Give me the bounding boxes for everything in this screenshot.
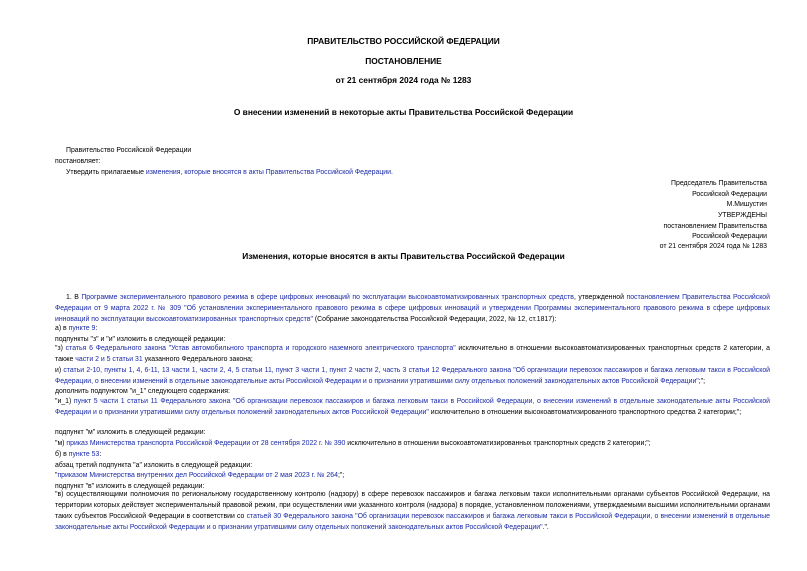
item-a-sub: подпункты "з" и "и" изложить в следующей редакции: — [55, 336, 226, 343]
approved-by: постановлением Правительства — [663, 223, 767, 230]
document-type: ПОСТАНОВЛЕНИЕ — [365, 56, 442, 66]
point-9-link[interactable]: пункте 9 — [68, 325, 96, 332]
subitem-m: "м) приказ Министерства транспорта Российской Федерации от 28 сентября 2022 г. № 390 исключительно в отношении высокоавтоматизированных транспортных средств 2 категории;"; — [55, 440, 651, 447]
approved-date: от 21 сентября 2024 года № 1283 — [659, 243, 767, 250]
approve-text: Утвердить прилагаемые — [66, 169, 146, 176]
point-53-link[interactable]: пункте 53 — [68, 451, 100, 458]
item-b-quote: "приказом Министерства внутренних дел Российской Федерации от 2 мая 2023 г. № 264;"; — [55, 472, 345, 479]
order-264-link[interactable]: приказом Министерства внутренних дел Российской Федерации от 2 мая 2023 г. № 264 — [57, 472, 338, 479]
approve-link[interactable]: изменения, которые вносятся в акты Правительства Российской Федерации. — [145, 169, 393, 176]
document-government: ПРАВИТЕЛЬСТВО РОССИЙСКОЙ ФЕДЕРАЦИИ — [307, 36, 500, 46]
preamble-line-2: постановляет: — [55, 158, 101, 165]
signature-name: М.Мишустин — [726, 201, 767, 208]
approved-gov: Российской Федерации — [692, 233, 767, 240]
m-sub: подпункт "м" изложить в следующей редакции: — [55, 429, 206, 436]
taxi-law-link[interactable]: статьи 2-10, пункты 1, 4, 6-11, 13 части 1, части 2, 4, 5 статьи 11, пункт 3 части 1, пункт 2 части 2, часть 3 статьи 12 Федерального закона "Об организации перевозок пассажиров и багажа легковым такси в Российской Федерации, о внесении изменений в отдельные законодательные акты Российской Федерации и о признании утратившими силу отдельных положений законодательных актов Российской Федерации" — [55, 367, 771, 385]
preamble-approve — [66, 168, 393, 177]
document-date: от 21 сентября 2024 года № 1283 — [335, 75, 472, 85]
subitem-i1: "и_1) пункт 5 части 1 статьи 11 Федерального закона "Об организации перевозок пассажиров и багажа легковым такси в Российской Федерации, о внесении изменений в отдельные законодательные акты Российской Федерации и о признании утратившими силу отдельных положений законодательных актов Российской Федерации" исключительно в отношении высокоавтоматизированного транспортного средства 2 категории;"; — [55, 398, 771, 416]
v-sub: подпункт "в" изложить в следующей редакции: — [55, 483, 205, 490]
approved-stamp: УТВЕРЖДЕНЫ — [718, 212, 767, 219]
resolution-309-link[interactable]: постановлением Правительства Российской Федерации от 9 марта 2022 г. № 309 "Об установлении экспериментального правового режима в сфере цифровых инноваций и утверждении Программы экспериментального правового режима в сфере цифровых инноваций по эксплуатации высокоавтоматизированных транспортных средств" — [55, 294, 770, 323]
subitem-z: "з) статья 6 Федерального закона "Устав автомобильного транспорта и городского наземного электрического транспорта" исключительно в отношении высокоавтоматизированных транспортных средств 2 категории, а также части 2 и 5 статьи 31 указанного Федерального закона; — [55, 345, 770, 363]
subitem-v: "в) осуществляющими полномочия по региональному государственному контролю (надзору) в сфере перевозок пассажиров и багажа легковым такси исполнительными органами субъектов Российской Федерации, на территории которых действует экспериментальный правовой режим, при осуществлении ими указанного контроля (надзора) в порядке, установленном положениями, утверждаемыми высшими исполнительными органами таких субъектов Российской Федерации в соответствии со статьей 30 Федерального закона "Об организации перевозок пассажиров и багажа легковым такси в Российской Федерации, о внесении изменений в отдельные законодательные акты Российской Федерации и о признании утратившими силу отдельных положений законодательных актов Российской Федерации".". — [55, 491, 770, 531]
preamble-line-1: Правительство Российской Федерации — [66, 147, 192, 154]
article-30-link[interactable]: статьей 30 Федерального закона "Об организации перевозок пассажиров и багажа легковым такси в Российской Федерации, о внесении изменений в отдельные законодательные акты Российской Федерации и о признании утратившими силу отдельных положений законодательных актов Российской Федерации" — [55, 513, 770, 531]
taxi-law-article-11-link[interactable]: пункт 5 части 1 статьи 11 Федерального закона "Об организации перевозок пассажиров и багажа легковым такси в Российской Федерации, о внесении изменений в отдельные законодательные акты Российской Федерации и о признании утратившими силу отдельных положений законодательных актов Российской Федерации" — [55, 398, 771, 416]
changes-title: Изменения, которые вносятся в акты Правительства Российской Федерации — [242, 251, 565, 261]
article-31-link[interactable]: части 2 и 5 статьи 31 — [75, 356, 143, 363]
add-subitem: дополнить подпунктом "и_1" следующего содержания: — [55, 388, 230, 395]
article-6-link[interactable]: статья 6 Федерального закона "Устав автомобильного транспорта и городского наземного электрического транспорта" — [65, 345, 456, 352]
signature-line-2: Российской Федерации — [692, 191, 767, 198]
item-a: а) в пункте 9: — [55, 325, 98, 332]
order-390-link[interactable]: приказ Министерства транспорта Российской Федерации от 28 сентября 2022 г. № 390 — [66, 440, 346, 447]
subitem-i: и) статьи 2-10, пункты 1, 4, 6-11, 13 части 1, части 2, 4, 5 статьи 11, пункт 3 части 1, пункт 2 части 2, часть 3 статьи 12 Федерального закона "Об организации перевозок пассажиров и багажа легковым такси в Российской Федерации, о внесении изменений в отдельные законодательные акты Российской Федерации и о признании утратившими силу отдельных положений законодательных актов Российской Федерации";"; — [55, 367, 771, 385]
document-subject: О внесении изменений в некоторые акты Правительства Российской Федерации — [233, 107, 574, 117]
item-b: б) в пункте 53: — [55, 451, 102, 458]
program-link[interactable]: Программе экспериментального правового режима в сфере цифровых инноваций по эксплуатации высокоавтоматизированных транспортных средств — [81, 294, 574, 301]
paragraph-1: 1. В Программе экспериментального правового режима в сфере цифровых инноваций по эксплуатации высокоавтоматизированных транспортных средств, утвержденной постановлением Правительства Российской Федерации от 9 марта 2022 г. № 309 "Об установлении экспериментального правового режима в сфере цифровых инноваций и утверждении Программы экспериментального правового режима в сфере цифровых инноваций по эксплуатации высокоавтоматизированных транспортных средств" (Собрание законодательства Российской Федерации, 2022, № 12, ст.1817): — [55, 294, 770, 323]
item-b-abz: абзац третий подпункта "а" изложить в следующей редакции: — [55, 462, 253, 469]
signature-line-1: Председатель Правительства — [671, 180, 767, 187]
